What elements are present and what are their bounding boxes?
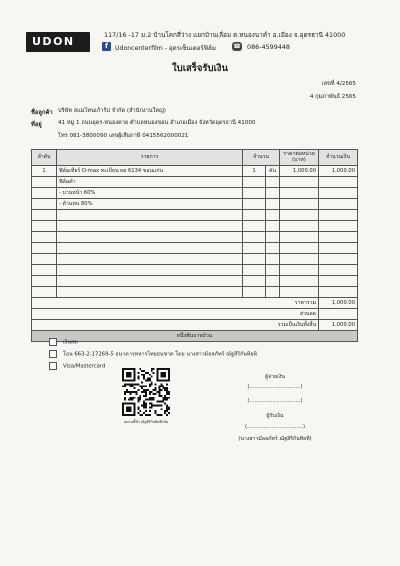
row-unit-price	[280, 210, 319, 221]
row-item	[57, 210, 243, 221]
row-unit-price	[280, 177, 319, 188]
facebook-icon: f	[102, 42, 111, 51]
row-index	[32, 243, 57, 254]
receipt-date: 4 กุมภาพันธ์ 2565	[309, 94, 356, 100]
receiver-signature-line: (..................................)	[244, 424, 306, 430]
row-amount: 1,000.00	[319, 166, 358, 177]
table-row	[32, 210, 358, 221]
row-item	[57, 243, 243, 254]
amount-in-words: หนึ่งพันบาทถ้วน	[32, 331, 358, 342]
header-quantity: จำนวน	[243, 150, 280, 166]
subtotal-value: 1,000.00	[319, 298, 358, 309]
receiver-name: (นางสาวมัลลภัทร์ ณัฐสิริกันทิยทิ)	[238, 436, 312, 442]
row-unit	[266, 265, 280, 276]
customer-address-label: ที่อยู่	[31, 122, 42, 128]
row-index	[32, 188, 57, 199]
row-index	[32, 221, 57, 232]
customer-address: 41 หมู่ 1 ถนนอุดร-หนองคาย ตำบลหนองขอน อำเภอเมือง จังหวัดอุดรธานี 41000	[58, 120, 256, 126]
table-row	[32, 199, 358, 210]
qr-caption: สแกนนี้ทำ ณัฐสิริกันทิยทิรจัด	[123, 420, 169, 424]
table-row	[32, 276, 358, 287]
row-amount	[319, 177, 358, 188]
row-quantity	[243, 199, 266, 210]
row-item: - ด้านหน 80%	[57, 199, 243, 210]
row-quantity	[243, 243, 266, 254]
customer-name-label: ชื่อลูกค้า	[31, 110, 53, 116]
row-quantity	[243, 265, 266, 276]
payment-option-label: โอน 663-2-17269-5 ธนาคารทหารไทยธนชาต โดย นางสาวมัลลภัทร์ ณัฐสิริกันทิยทิ	[63, 351, 258, 358]
row-item: - บานหน้า 60%	[57, 188, 243, 199]
row-unit	[266, 221, 280, 232]
header-unit-price: ราคาต่อหน่วย (บาท)	[280, 150, 319, 166]
table-row	[32, 188, 358, 199]
row-unit-price	[280, 232, 319, 243]
row-quantity	[243, 254, 266, 265]
row-index: 1	[32, 166, 57, 177]
row-item	[57, 232, 243, 243]
row-quantity	[243, 210, 266, 221]
subtotal-row	[32, 298, 358, 309]
payment-option-label: Visa/Mastercard	[63, 363, 106, 370]
table-row	[32, 287, 358, 298]
total-value: 1,000.00	[319, 320, 358, 331]
card-checkbox[interactable]	[49, 362, 57, 370]
receipt-number: เลขที่ 4/2565	[321, 81, 356, 87]
company-logo	[26, 32, 90, 52]
table-row	[32, 221, 358, 232]
row-unit	[266, 287, 280, 298]
payer-name-line: (...............................)	[247, 398, 303, 404]
header-item: รายการ	[57, 150, 243, 166]
row-item: ฟิล์มดำ	[57, 177, 243, 188]
discount-row	[32, 309, 358, 320]
row-amount	[319, 276, 358, 287]
header-amount: จำนวนเงิน	[319, 150, 358, 166]
row-unit	[266, 199, 280, 210]
row-amount	[319, 265, 358, 276]
payer-signature-line: (...............................)	[247, 384, 303, 390]
company-address: 117/16 -17 ม.2 บ้านโคกสี่ว่าง แยกบ้านเลื่อม ต.หนองนาคำ อ.เมือง จ.อุดรธานี 41000	[104, 31, 346, 39]
facebook-page-name: Udoncenterfilm - อุดรเซ็นเตอร์ฟิล์ม	[115, 45, 216, 52]
payment-option-label: เงินสด	[63, 339, 78, 346]
phone-number: 086-4599448	[247, 43, 290, 51]
row-index	[32, 254, 57, 265]
row-unit-price	[280, 188, 319, 199]
row-unit-price	[280, 254, 319, 265]
table-row	[32, 166, 358, 177]
row-unit-price: 1,000.00	[280, 166, 319, 177]
transfer-checkbox[interactable]	[49, 350, 57, 358]
row-unit	[266, 232, 280, 243]
row-quantity	[243, 188, 266, 199]
row-amount	[319, 254, 358, 265]
cash-checkbox[interactable]	[49, 338, 57, 346]
customer-contact: โทร 081-3800090 เลขผู้เสียภาษี 0415562000021	[58, 133, 189, 139]
row-item	[57, 254, 243, 265]
row-quantity	[243, 276, 266, 287]
table-row	[32, 265, 358, 276]
row-quantity: 1	[243, 166, 266, 177]
row-index	[32, 177, 57, 188]
row-quantity	[243, 232, 266, 243]
document-title: ใบเสร็จรับเงิน	[172, 63, 228, 74]
row-amount	[319, 188, 358, 199]
row-unit	[266, 177, 280, 188]
discount-value	[319, 309, 358, 320]
row-item	[57, 221, 243, 232]
payment-option-cash[interactable]	[49, 338, 78, 347]
row-quantity	[243, 177, 266, 188]
customer-name: บริษัท สแมโทนเก้าร์ป จำกัด (สำนักงานใหญ่)	[58, 108, 166, 114]
row-amount	[319, 287, 358, 298]
row-index	[32, 276, 57, 287]
row-item	[57, 265, 243, 276]
row-index	[32, 287, 57, 298]
logo-text: UDON	[32, 35, 75, 48]
table-row	[32, 177, 358, 188]
row-index	[32, 265, 57, 276]
row-unit-price	[280, 243, 319, 254]
table-row	[32, 232, 358, 243]
row-item	[57, 287, 243, 298]
row-amount	[319, 210, 358, 221]
row-unit-price	[280, 221, 319, 232]
row-amount	[319, 232, 358, 243]
row-unit	[266, 188, 280, 199]
row-unit: คัน	[266, 166, 280, 177]
row-unit	[266, 254, 280, 265]
row-unit	[266, 276, 280, 287]
row-unit	[266, 243, 280, 254]
payer-title: ผู้จ่ายเงิน	[265, 374, 285, 380]
payment-option-transfer[interactable]	[49, 350, 257, 359]
discount-label: ส่วนลด	[32, 309, 319, 320]
row-index	[32, 232, 57, 243]
table-row	[32, 243, 358, 254]
header-index: ลำดับ	[32, 150, 57, 166]
amount-in-words-row	[32, 331, 358, 342]
row-amount	[319, 221, 358, 232]
row-unit-price	[280, 276, 319, 287]
row-amount	[319, 199, 358, 210]
row-unit-price	[280, 265, 319, 276]
row-item: ฟิล์มเทียร์ D-max ทะเบียน ผย 6134 ขอนแก่น	[57, 166, 243, 177]
row-index	[32, 199, 57, 210]
table-row	[32, 254, 358, 265]
row-item	[57, 276, 243, 287]
payment-option-card[interactable]	[49, 362, 105, 370]
total-row	[32, 320, 358, 331]
items-table	[31, 149, 358, 342]
row-unit-price	[280, 199, 319, 210]
total-label: รวมเป็นเงินทั้งสิ้น	[32, 320, 319, 331]
receiver-title: ผู้รับเงิน	[266, 413, 284, 419]
row-unit-price	[280, 287, 319, 298]
row-unit	[266, 210, 280, 221]
row-quantity	[243, 287, 266, 298]
table-header-row	[32, 150, 358, 166]
payment-qr-code	[122, 368, 170, 416]
phone-icon: ☎	[233, 43, 241, 50]
subtotal-label: ราคารวม	[32, 298, 319, 309]
row-amount	[319, 243, 358, 254]
row-quantity	[243, 221, 266, 232]
row-index	[32, 210, 57, 221]
